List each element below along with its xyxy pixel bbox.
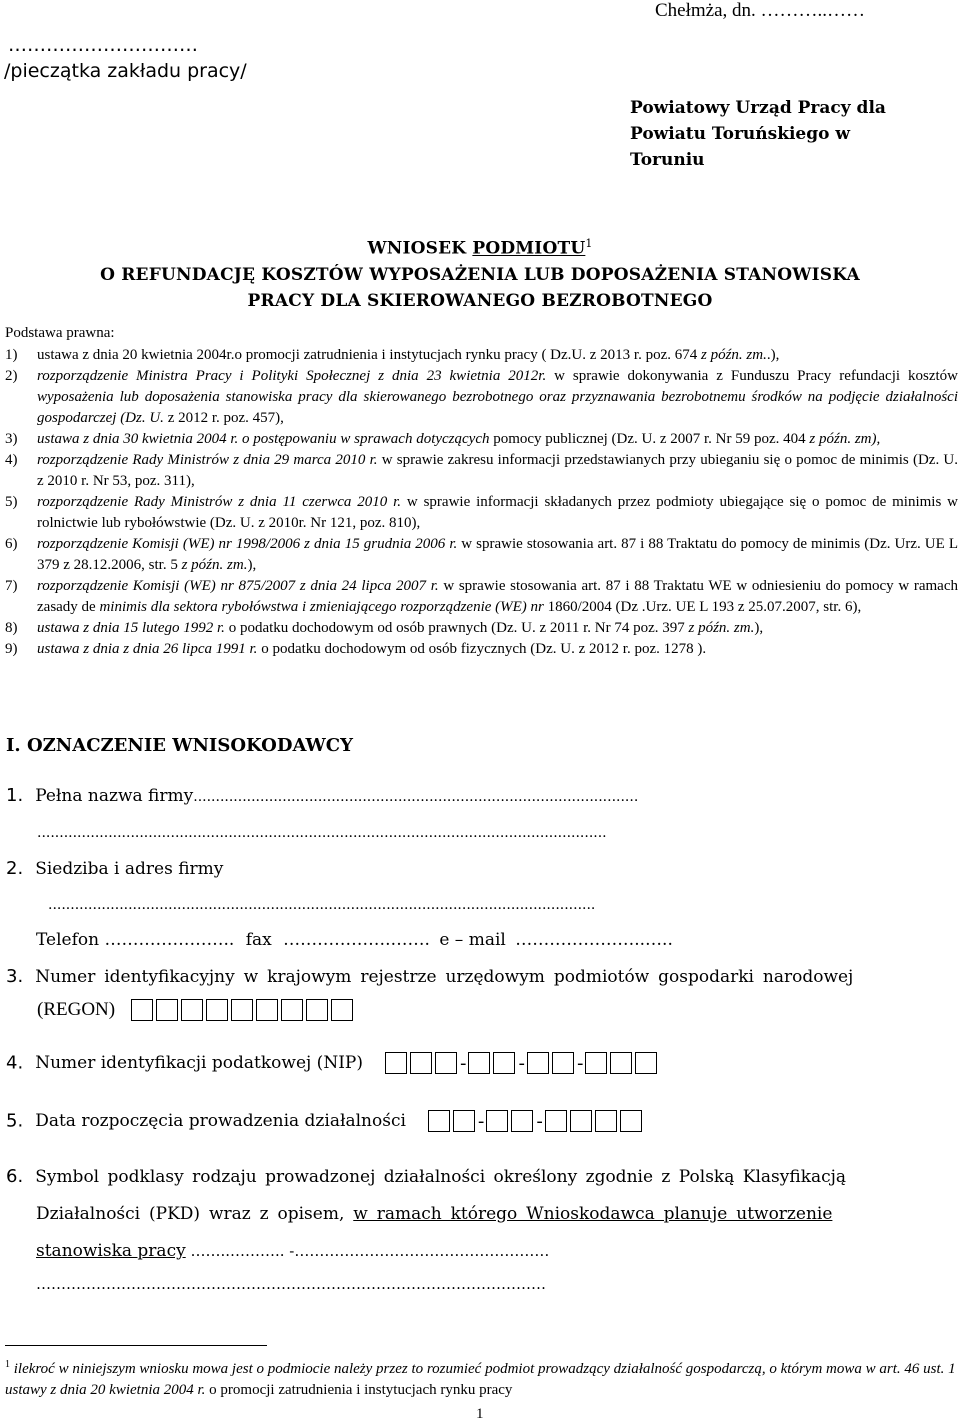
title-prefix: WNIOSEK bbox=[367, 238, 473, 259]
pkd-input[interactable]: ……..……….. -…………………………………………… bbox=[185, 1242, 550, 1260]
office-line-1: Powiatowy Urząd Pracy dla bbox=[630, 98, 886, 118]
legal-item bbox=[5, 366, 958, 429]
legal-item bbox=[5, 345, 958, 366]
legal-item bbox=[5, 429, 958, 450]
field-label: Symbol podklasy rodzaju prowadzonej działalności określony zgodnie z Polską Klasyfikacją bbox=[35, 1167, 847, 1187]
legal-item-num: 8) bbox=[5, 620, 18, 636]
stamp-dots: ………………………… bbox=[8, 34, 198, 56]
legal-item bbox=[5, 534, 958, 576]
page-number: 1 bbox=[476, 1406, 484, 1422]
field-label: Data rozpoczęcia prowadzenia działalności bbox=[35, 1111, 406, 1131]
legal-item-text: rozporządzenie Komisji (WE) nr 1998/2006 z dnia 15 grudnia 2006 r. w sprawie stosowania art. 87 i 88 Traktatu do pomocy de minimis (Dz. Urz. UE L 379 z 28.12.2006, str. 5 z późn. zm.), bbox=[37, 536, 958, 573]
legal-item-num: 6) bbox=[5, 536, 18, 552]
field-pkd bbox=[6, 1158, 956, 1298]
address-input[interactable]: ........................................................................................................................... bbox=[48, 897, 596, 913]
footnote-divider bbox=[5, 1345, 267, 1346]
title-footnote-ref: 1 bbox=[585, 237, 593, 250]
legal-item bbox=[5, 450, 958, 492]
title-line-2: O REFUNDACJĘ KOSZTÓW WYPOSAŻENIA LUB DOPOSAŻENIA STANOWISKA bbox=[100, 264, 860, 285]
regon-boxes[interactable] bbox=[131, 1001, 356, 1018]
legal-item-num: 4) bbox=[5, 452, 18, 468]
legal-item-num: 9) bbox=[5, 641, 18, 657]
field-label: Numer identyfikacyjny w krajowym rejestrze urzędowym podmiotów gospodarki narodowej bbox=[35, 967, 854, 987]
phone-input[interactable]: ………………….. bbox=[104, 930, 235, 950]
fax-label: fax bbox=[245, 930, 272, 950]
legal-item-text: ustawa z dnia z dnia 26 lipca 1991 r. o podatku dochodowym od osób fizycznych (Dz. U. z 2012 r. poz. 1278 ). bbox=[37, 641, 707, 657]
start-date-boxes[interactable]: - - bbox=[428, 1112, 645, 1129]
legal-item-num: 3) bbox=[5, 431, 18, 447]
field-number: 3. bbox=[6, 966, 24, 987]
legal-item-text: rozporządzenie Ministra Pracy i Polityki Społecznej z dnia 23 kwietnia 2012r. w sprawie dokonywania z Funduszu Pracy refundacji kosztów wyposażenia lub doposażenia stanowiska pracy dla skierowanego bezrobotnego oraz przyznawania bezrobotnemu środków na podjęcie działalności gospodarczej (Dz. U. z 2012 r. poz. 457), bbox=[37, 368, 958, 426]
field-nip bbox=[6, 1052, 660, 1074]
legal-item-text: rozporządzenie Rady Ministrów z dnia 29 marca 2010 r. w sprawie zakresu informacji przedstawianych przy ubieganiu się o pomoc de minimis (Dz. U. z 2010 r. Nr 53, poz. 311), bbox=[37, 452, 959, 489]
regon-row bbox=[37, 999, 356, 1021]
field-company-name bbox=[6, 785, 638, 806]
legal-item-text: rozporządzenie Komisji (WE) nr 875/2007 z dnia 24 lipca 2007 r. w sprawie stosowania art. 87 i 88 Traktatu WE w odniesieniu do pomocy w ramach zasady de minimis dla sektora rybołówstwa i zmieniającego rozporządzenie (WE) nr 1860/2004 (Dz .Urz. UE L 193 z 25.07.2007, str. 6), bbox=[37, 578, 959, 615]
legal-item-text: ustawa z dnia 15 lutego 1992 r. o podatku dochodowym od osób prawnych (Dz. U. z 2011 r. Nr 74 poz. 397 z późn. zm.), bbox=[37, 620, 764, 636]
field-number: 5. bbox=[6, 1110, 24, 1132]
title-line-1 bbox=[0, 229, 960, 264]
company-name-input[interactable]: .................................................................................................... bbox=[193, 789, 639, 805]
email-input[interactable]: …………………..….. bbox=[515, 930, 673, 950]
legal-item-text: rozporządzenie Rady Ministrów z dnia 11 czerwca 2010 r. w sprawie informacji składanych przez podmioty ubiegające się o pomoc de minimis w rolnictwie lub rybołówstwie (Dz. U. z 2010r. Nr 121, poz. 810), bbox=[37, 494, 958, 531]
company-name-input-line2[interactable]: ................................................................................................................................ bbox=[37, 825, 607, 841]
phone-label: Telefon bbox=[36, 930, 100, 950]
legal-item-num: 1) bbox=[5, 347, 18, 363]
legal-item-num: 2) bbox=[5, 368, 18, 384]
footnote: $^1$ ilekroć w niniejszym wniosku mowa jest o podmiocie należy przez to rozumieć podmiot prowadzący działalność gospodarczą, o którym mowa w art. 46 ust. 1 ustawy z dnia 20 kwietnia 2004 r. o promocji zatrudnienia i instytucjach rynku pracy bbox=[5, 1359, 956, 1398]
legal-item bbox=[5, 618, 958, 639]
regon-label: (REGON) bbox=[37, 999, 116, 1020]
place-date: Chełmża, dn. ………..…… bbox=[655, 0, 866, 21]
field-start-date bbox=[6, 1110, 645, 1132]
legal-basis-list bbox=[5, 345, 958, 660]
legal-item-text: ustawa z dnia 30 kwietnia 2004 r. o postępowaniu w sprawach dotyczących pomocy publicznej (Dz. U. z 2007 r. Nr 59 poz. 404 z późn. zm), bbox=[37, 431, 881, 447]
legal-item bbox=[5, 492, 958, 534]
office-line-3: Toruniu bbox=[630, 150, 705, 170]
title-line-3: PRACY DLA SKIEROWANEGO BEZROBOTNEGO bbox=[247, 290, 713, 311]
pkd-line-3: stanowiska pracy ……..……….. -…………………………………………… bbox=[36, 1241, 550, 1261]
field-number: 2. bbox=[6, 858, 24, 879]
legal-item-text: ustawa z dnia 20 kwietnia 2004r.o promocji zatrudnienia i instytucjach rynku pracy ( Dz.U. z 2013 r. poz. 674 z późn. zm..), bbox=[37, 347, 780, 363]
legal-item bbox=[5, 576, 958, 618]
field-address bbox=[6, 858, 223, 879]
field-regon bbox=[6, 966, 853, 987]
legal-item bbox=[5, 639, 958, 660]
section-title: I. OZNACZENIE WNISOKODAWCY bbox=[6, 735, 353, 756]
contact-row bbox=[36, 930, 673, 950]
legal-item-num: 5) bbox=[5, 494, 18, 510]
pkd-line-2: Działalności (PKD) wraz z opisem, w ramach którego Wnioskodawca planuje utworzenie bbox=[36, 1204, 833, 1224]
legal-basis-label: Podstawa prawna: bbox=[5, 325, 115, 341]
pkd-input-line-2[interactable]: ………………………………………………………………………………………… bbox=[36, 1275, 546, 1293]
fax-input[interactable]: ……………….……. bbox=[283, 930, 430, 950]
title-underlined: PODMIOTU bbox=[472, 238, 586, 259]
field-label: Siedziba i adres firmy bbox=[35, 859, 224, 879]
document-title bbox=[0, 229, 960, 316]
office-address bbox=[630, 95, 950, 173]
email-label: e – mail bbox=[439, 930, 506, 950]
field-number: 4. bbox=[6, 1052, 24, 1074]
legal-item-num: 7) bbox=[5, 578, 18, 594]
field-number: 6. bbox=[6, 1166, 24, 1187]
field-label: Pełna nazwa firmy bbox=[35, 786, 194, 806]
field-number: 1. bbox=[6, 785, 24, 806]
nip-boxes[interactable]: - - - bbox=[385, 1054, 661, 1071]
office-line-2: Powiatu Toruńskiego w bbox=[630, 124, 851, 144]
stamp-label: /pieczątka zakładu pracy/ bbox=[4, 60, 247, 82]
field-label: Numer identyfikacji podatkowej (NIP) bbox=[35, 1053, 363, 1073]
